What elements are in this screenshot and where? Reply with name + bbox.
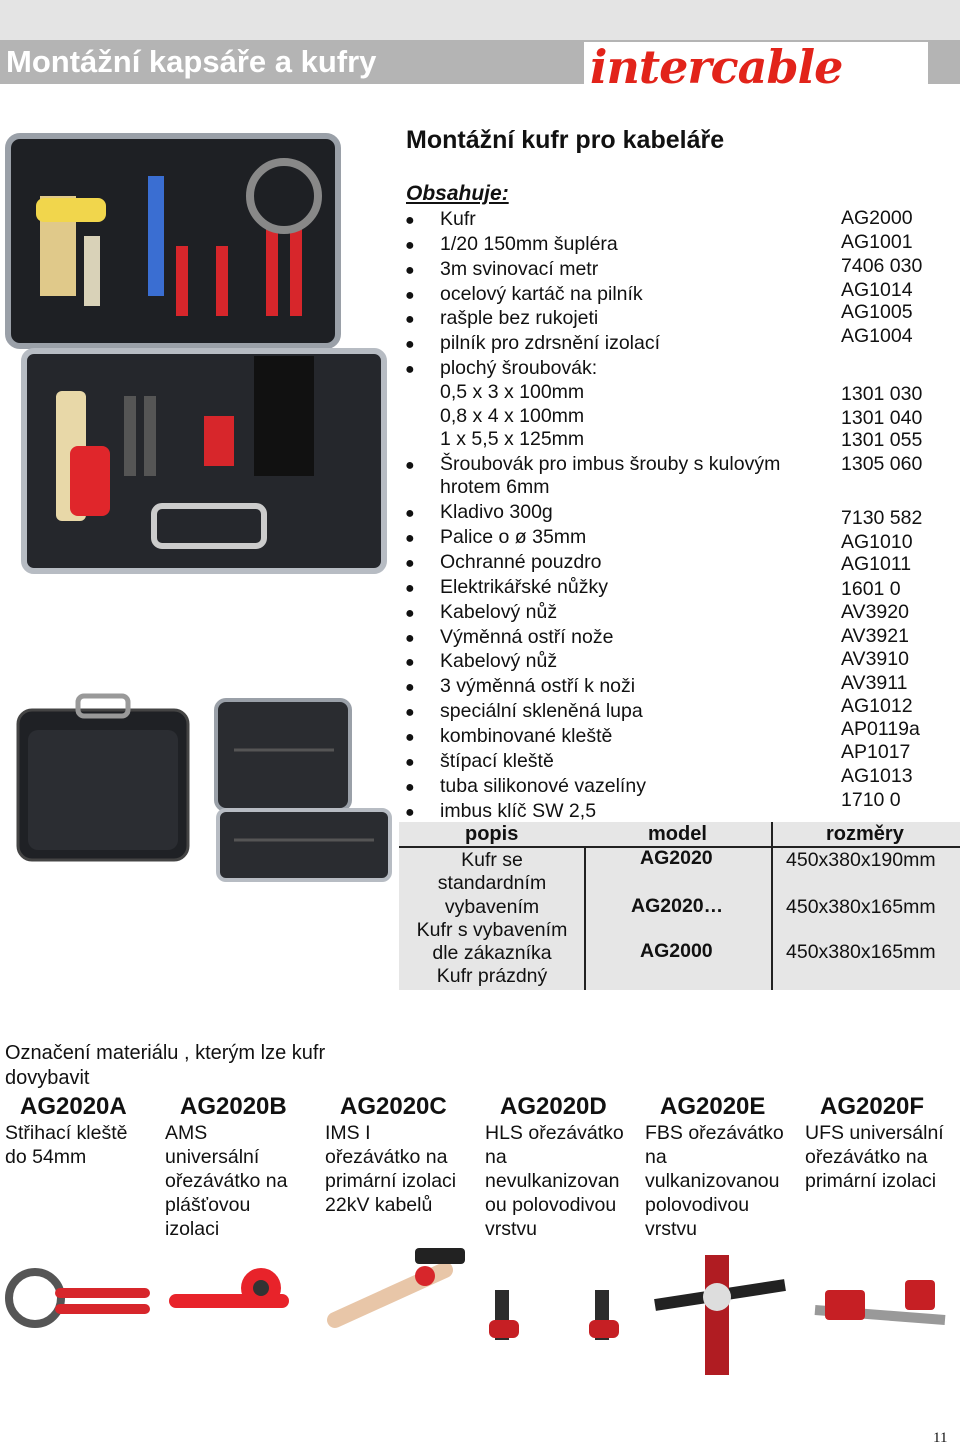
- accessory-description: [325, 1121, 480, 1217]
- contents-heading: Obsahuje:: [406, 182, 509, 205]
- bullet-icon: ●: [405, 212, 415, 229]
- desc-line: na: [485, 1146, 507, 1168]
- item-code: 1710 0: [841, 789, 901, 811]
- list-item: Výměnná ostří nože: [440, 626, 614, 648]
- header-top-band: [0, 0, 960, 40]
- item-code: AG1011: [841, 553, 912, 575]
- list-item: imbus klíč SW 2,5: [440, 800, 597, 822]
- list-item: ocelový kartáč na pilník: [440, 283, 643, 305]
- list-item: hrotem 6mm: [440, 476, 550, 498]
- desc-line: ořezávátko na: [805, 1146, 928, 1168]
- table-dimension: 450x380x165mm: [786, 896, 936, 918]
- list-item: Kladivo 300g: [440, 501, 553, 523]
- bullet-icon: ●: [405, 287, 415, 304]
- bullet-icon: ●: [405, 754, 415, 771]
- item-code: AV3911: [841, 672, 908, 694]
- item-code: 1301 040: [841, 407, 923, 429]
- list-item: speciální skleněná lupa: [440, 700, 643, 722]
- desc-line: Střihací kleště: [5, 1122, 128, 1144]
- table-header-rozmery: rozměry: [826, 823, 904, 845]
- ams-stripper-image: [165, 1258, 315, 1338]
- desc-line: AMS: [165, 1122, 208, 1144]
- accessory-description: [485, 1121, 640, 1241]
- bullet-icon: ●: [405, 779, 415, 796]
- table-column-divider: [771, 822, 773, 990]
- list-item: 0,5 x 3 x 100mm: [440, 381, 585, 403]
- desc-line: vrstvu: [485, 1218, 538, 1240]
- list-item: kombinované kleště: [440, 725, 613, 747]
- item-code: AG1010: [841, 531, 913, 553]
- desc-line: FBS ořezávátko: [645, 1122, 784, 1144]
- item-code: 1301 030: [841, 383, 923, 405]
- table-model: AG2020…: [631, 895, 724, 917]
- table-model: AG2000: [640, 940, 713, 962]
- desc-line: ou polovodivou: [485, 1194, 617, 1216]
- desc-line: 22kV kabelů: [325, 1194, 433, 1216]
- list-item: štípací kleště: [440, 750, 554, 772]
- bullet-icon: ●: [405, 336, 415, 353]
- list-item: rašple bez rukojeti: [440, 307, 599, 329]
- desc-line: ořezávátko na: [325, 1146, 448, 1168]
- accessory-code: AG2020A: [20, 1093, 127, 1120]
- item-code: AV3920: [841, 601, 909, 623]
- item-code: AP0119a: [841, 718, 920, 740]
- item-code: AP1017: [841, 741, 911, 763]
- bullet-icon: ●: [405, 654, 415, 671]
- accessory-code: AG2020C: [340, 1093, 447, 1120]
- desc-line: vulkanizovanou: [645, 1170, 780, 1192]
- list-item: plochý šroubovák:: [440, 357, 598, 379]
- list-item: 3m svinovací metr: [440, 258, 599, 280]
- fbs-stripper-image: [645, 1245, 795, 1385]
- desc-line: plášťovou: [165, 1194, 251, 1216]
- item-code: 1601 0: [841, 578, 901, 600]
- table-desc-line: Kufr prázdný: [436, 965, 548, 987]
- item-code: AG1001: [841, 231, 913, 253]
- bullet-icon: ●: [405, 704, 415, 721]
- item-code: 1305 060: [841, 453, 923, 475]
- desc-line: na: [645, 1146, 667, 1168]
- bullet-icon: ●: [405, 237, 415, 254]
- item-code: AG1013: [841, 765, 913, 787]
- list-item: 1/20 150mm šupléra: [440, 233, 618, 255]
- table-desc-line: standardním: [437, 872, 547, 894]
- item-code: AG1005: [841, 301, 913, 323]
- accessory-code: AG2020E: [660, 1093, 766, 1120]
- table-header-popis: popis: [465, 823, 519, 845]
- accessory-code: AG2020B: [180, 1093, 287, 1120]
- item-code: AG1004: [841, 325, 913, 347]
- bullet-icon: ●: [405, 804, 415, 821]
- list-item: 0,8 x 4 x 100mm: [440, 405, 585, 427]
- table-header-model: model: [648, 823, 707, 845]
- accessory-description: [165, 1121, 320, 1241]
- table-dimension: 450x380x165mm: [786, 941, 936, 963]
- bullet-icon: ●: [405, 361, 415, 378]
- bullet-icon: ●: [405, 311, 415, 328]
- item-code: AG1014: [841, 279, 913, 301]
- list-item: 3 výměnná ostří k noži: [440, 675, 636, 697]
- bullet-icon: ●: [405, 679, 415, 696]
- list-item: 1 x 5,5 x 125mm: [440, 428, 585, 450]
- table-desc-line: dle zákazníka: [432, 942, 552, 964]
- tool-case-images: [4, 690, 394, 890]
- accessory-description: [5, 1121, 160, 1169]
- list-item: Palice o ø 35mm: [440, 526, 587, 548]
- list-item: tuba silikonové vazelíny: [440, 775, 646, 797]
- item-code: AG1012: [841, 695, 913, 717]
- list-item: Šroubovák pro imbus šrouby s kulovým: [440, 453, 781, 475]
- tool-case-open-image: [4, 126, 394, 586]
- ufs-stripper-image: [805, 1260, 955, 1350]
- list-item: Kabelový nůž: [440, 650, 558, 672]
- list-item: Ochranné pouzdro: [440, 551, 602, 573]
- desc-line: HLS ořezávátko: [485, 1122, 624, 1144]
- table-desc-line: Kufr se: [461, 849, 523, 871]
- desc-line: primární izolaci: [325, 1170, 457, 1192]
- accessory-description: [805, 1121, 960, 1193]
- item-code: AV3910: [841, 648, 909, 670]
- table-model: AG2020: [640, 847, 713, 869]
- desc-line: UFS universální: [805, 1122, 944, 1144]
- page-number: 11: [933, 1430, 948, 1446]
- desc-line: ořezávátko na: [165, 1170, 288, 1192]
- item-code: 7130 582: [841, 507, 923, 529]
- table-column-divider: [584, 846, 586, 990]
- bullet-icon: ●: [405, 555, 415, 572]
- desc-line: polovodivou: [645, 1194, 750, 1216]
- list-item: Elektrikářské nůžky: [440, 576, 608, 598]
- accessory-description: [645, 1121, 800, 1241]
- bullet-icon: ●: [405, 605, 415, 622]
- desc-line: universální: [165, 1146, 260, 1168]
- ims-stripper-image: [325, 1240, 475, 1340]
- item-code: 1301 055: [841, 429, 923, 451]
- bullet-icon: ●: [405, 630, 415, 647]
- bullet-icon: ●: [405, 457, 415, 474]
- table-dimension: 450x380x190mm: [786, 849, 936, 871]
- bullet-icon: ●: [405, 530, 415, 547]
- desc-line: primární izolaci: [805, 1170, 937, 1192]
- product-title: Montážní kufr pro kabeláře: [406, 126, 725, 154]
- accessory-code: AG2020F: [820, 1093, 925, 1120]
- list-item: pilník pro zdrsnění izolací: [440, 332, 661, 354]
- table-desc-line: vybavením: [444, 896, 540, 918]
- cable-cutter-image: [5, 1258, 155, 1348]
- desc-line: IMS I: [325, 1122, 371, 1144]
- desc-line: vrstvu: [645, 1218, 698, 1240]
- list-item: Kabelový nůž: [440, 601, 558, 623]
- bullet-icon: ●: [405, 505, 415, 522]
- bullet-icon: ●: [405, 262, 415, 279]
- item-code: AG2000: [841, 207, 913, 229]
- list-item: Kufr: [440, 208, 476, 230]
- item-code: 7406 030: [841, 255, 923, 277]
- page-title: Montážní kapsáře a kufry: [6, 44, 377, 79]
- desc-line: nevulkanizovan: [485, 1170, 620, 1192]
- table-desc-line: Kufr s vybavením: [416, 919, 568, 941]
- accessory-code: AG2020D: [500, 1093, 607, 1120]
- brand-logo: intercable: [590, 40, 843, 94]
- desc-line: do 54mm: [5, 1146, 87, 1168]
- item-code: AV3921: [841, 625, 909, 647]
- bullet-icon: ●: [405, 729, 415, 746]
- hls-stripper-image: [485, 1280, 635, 1360]
- desc-line: izolaci: [165, 1218, 220, 1240]
- bullet-icon: ●: [405, 580, 415, 597]
- availability-heading: Označení materiálu , kterým lze kufr dovybavit: [5, 1042, 326, 1089]
